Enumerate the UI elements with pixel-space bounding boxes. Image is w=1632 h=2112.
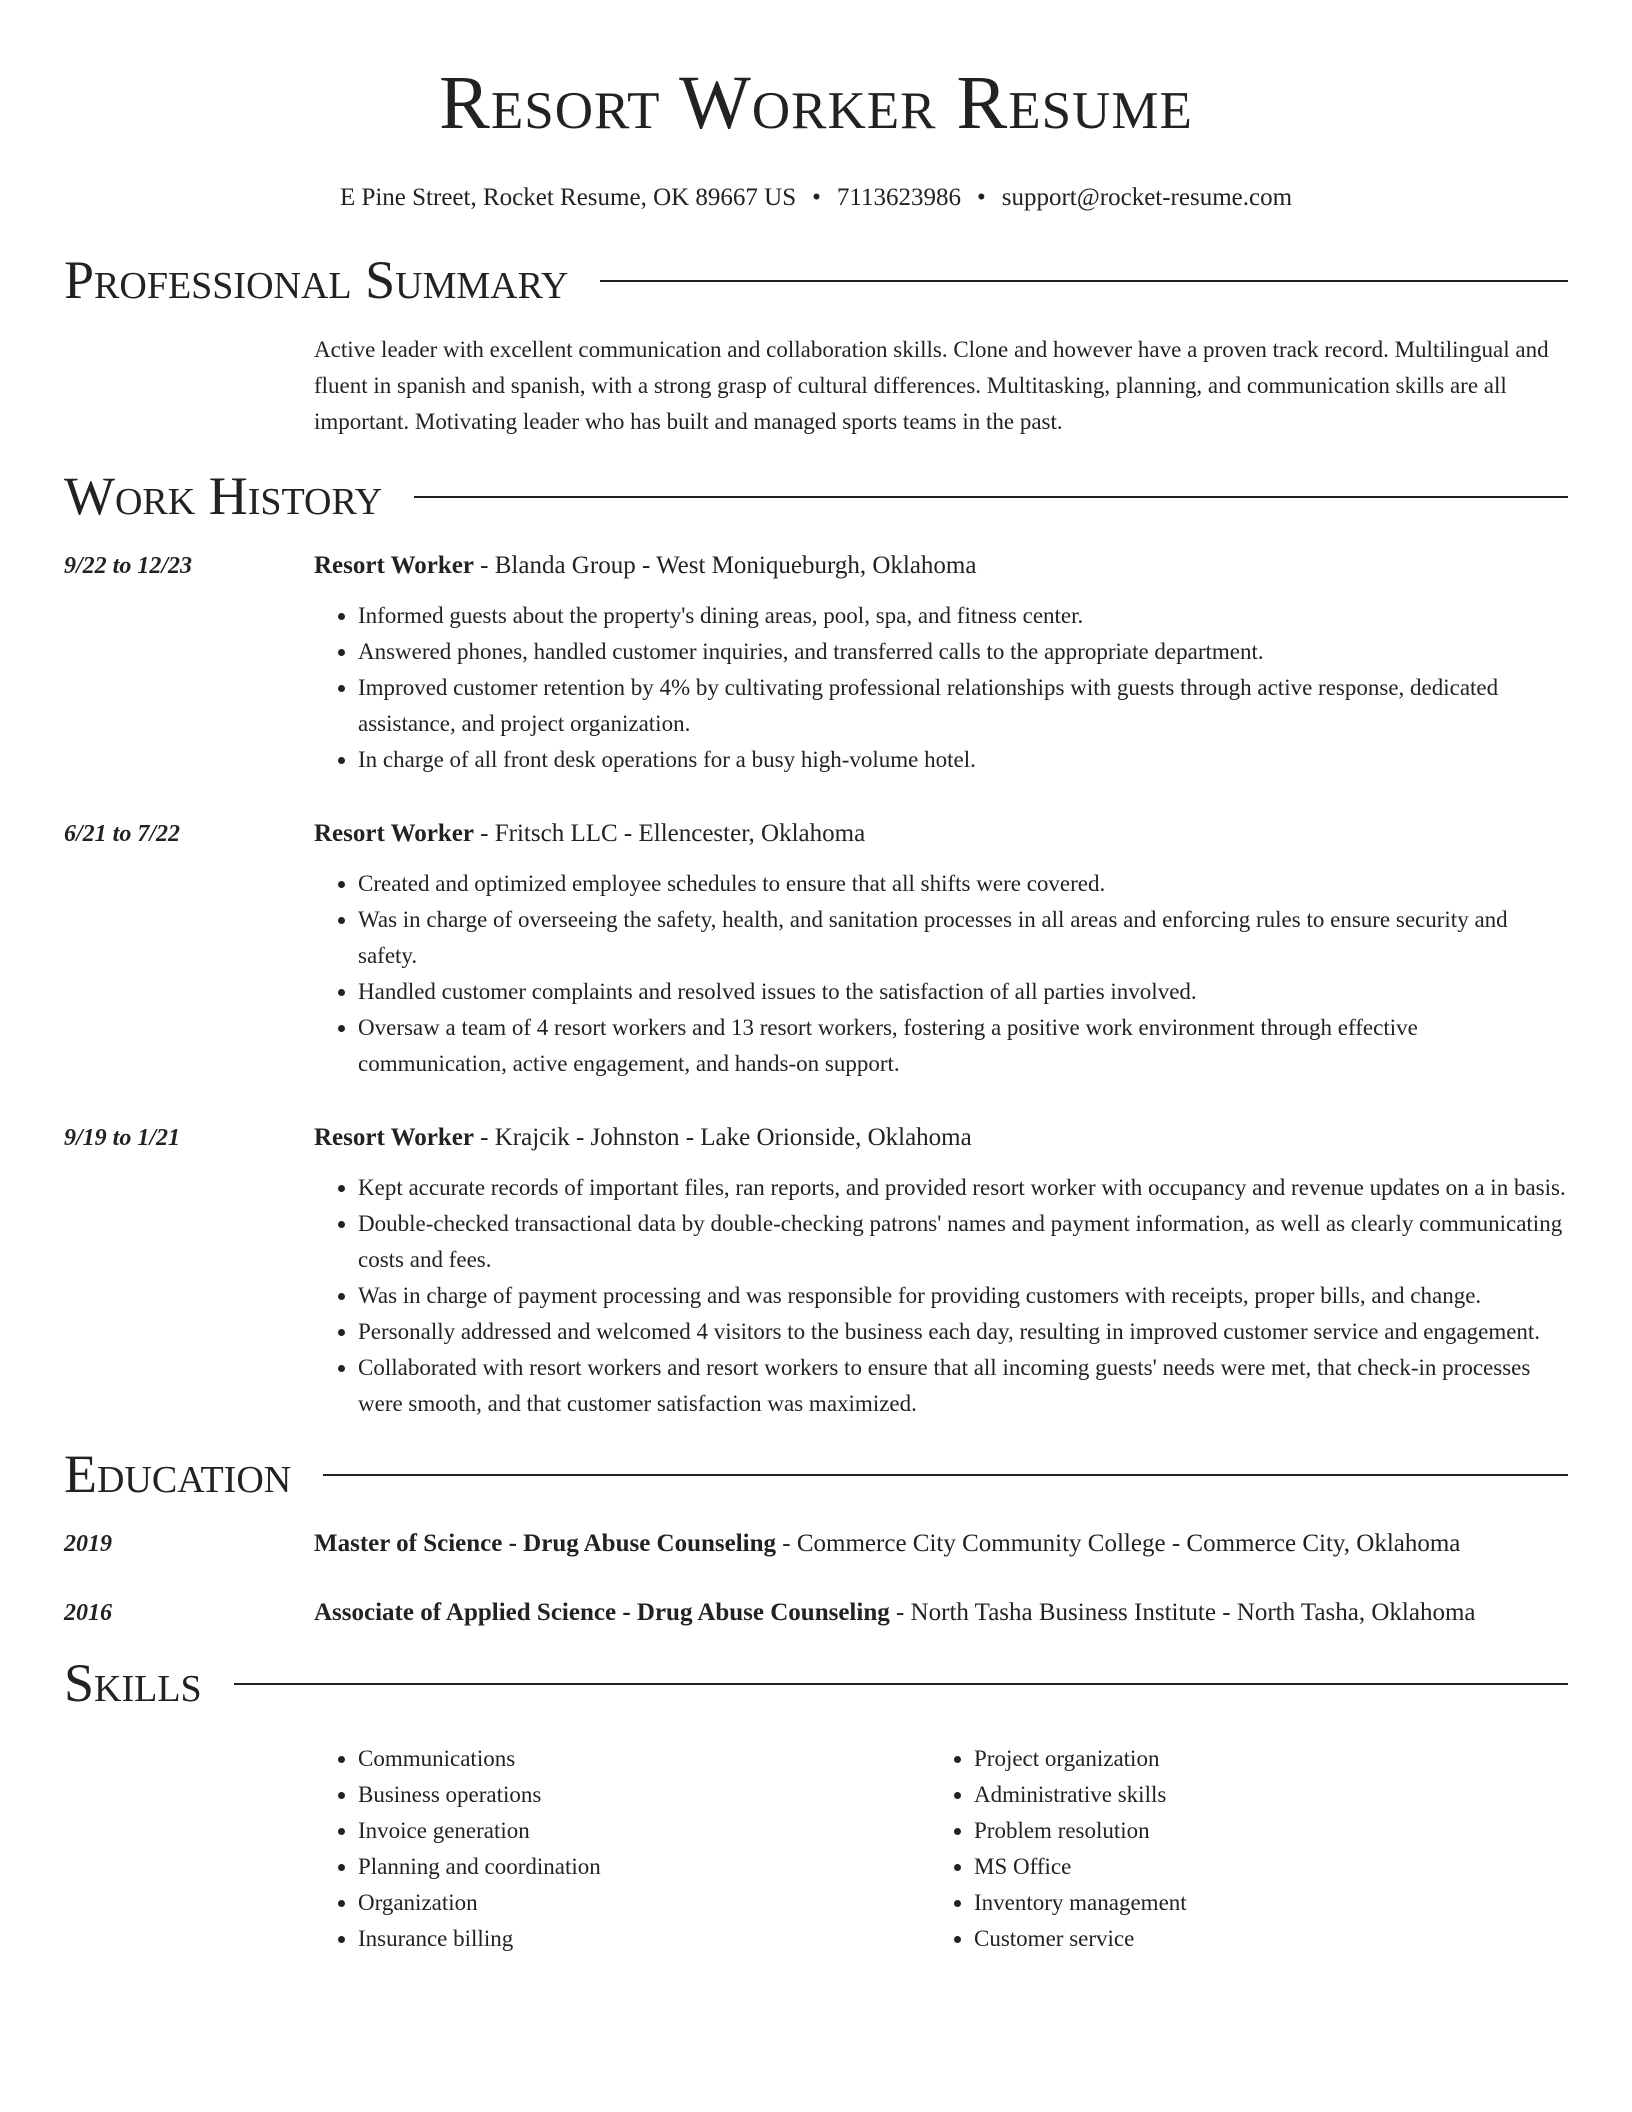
list-item: • Problem resolution bbox=[974, 1813, 1568, 1849]
contact-address: E Pine Street, Rocket Resume, OK 89667 US bbox=[339, 184, 797, 211]
skills-column-right bbox=[930, 1741, 1568, 1957]
list-item: • Project organization bbox=[974, 1741, 1568, 1777]
work-entry bbox=[64, 816, 1568, 1082]
work-date: 9/22 to 12/23 bbox=[64, 553, 193, 579]
list-item: • Customer service bbox=[974, 1921, 1568, 1957]
section-divider bbox=[234, 1683, 1568, 1685]
list-item: • Answered phones, handled customer inquiries, and transferred calls to the appropriate department. bbox=[358, 634, 1568, 670]
education-year: 2016 bbox=[64, 1600, 112, 1626]
education-section-title: Education bbox=[64, 1444, 292, 1504]
list-item: • Collaborated with resort workers and resort workers to ensure that all incoming guests' needs were met, that check-in processes were smooth, and that customer satisfaction was maximized. bbox=[358, 1350, 1568, 1422]
education-section-header bbox=[64, 1444, 1568, 1504]
list-item: • Inventory management bbox=[974, 1885, 1568, 1921]
summary-text: Active leader with excellent communication and collaboration skills. Clone and however have a proven track record. Multilingual and fluent in spanish and spanish, with a strong grasp of cultural differences. Multitasking, planning, and communication skills are all important. Motivating leader who has built and managed sports teams in the past. bbox=[314, 337, 1549, 434]
contact-email: support@rocket-resume.com bbox=[1001, 184, 1293, 211]
list-item: • Planning and coordination bbox=[358, 1849, 930, 1885]
list-item: • Kept accurate records of important files, ran reports, and provided resort worker with occupancy and revenue updates on a in basis. bbox=[358, 1170, 1568, 1206]
section-divider bbox=[323, 1474, 1568, 1476]
work-details: - Fritsch LLC - Ellencester, Oklahoma bbox=[473, 820, 866, 847]
education-entry bbox=[64, 1595, 1568, 1631]
education-degree: Master of Science - Drug Abuse Counseling bbox=[314, 1530, 777, 1557]
list-item: • Improved customer retention by 4% by cultivating professional relationships with guests through active response, dedicated assistance, and project organization. bbox=[358, 670, 1568, 742]
list-item: • Organization bbox=[358, 1885, 930, 1921]
list-item: • Was in charge of payment processing and was responsible for providing customers with receipts, proper bills, and change. bbox=[358, 1278, 1568, 1314]
list-item: • Oversaw a team of 4 resort workers and 13 resort workers, fostering a positive work environment through effective communication, active engagement, and hands-on support. bbox=[358, 1010, 1568, 1082]
education-degree: Associate of Applied Science - Drug Abuse Counseling bbox=[314, 1599, 890, 1626]
work-bullets bbox=[314, 1170, 1568, 1422]
contact-phone: 7113623986 bbox=[836, 184, 961, 211]
skills-section-header bbox=[64, 1653, 1568, 1713]
resume-title: Resort Worker Resume bbox=[439, 61, 1193, 145]
work-headline bbox=[314, 816, 1568, 852]
section-divider bbox=[414, 496, 1568, 498]
list-item: • Personally addressed and welcomed 4 visitors to the business each day, resulting in improved customer service and engagement. bbox=[358, 1314, 1568, 1350]
list-item: • Invoice generation bbox=[358, 1813, 930, 1849]
education-year: 2019 bbox=[64, 1531, 112, 1557]
summary-section-title: Professional Summary bbox=[64, 250, 569, 310]
work-section-title: Work History bbox=[64, 466, 383, 526]
work-role: Resort Worker bbox=[314, 1124, 474, 1151]
contact-separator: • bbox=[812, 184, 821, 211]
list-item: • MS Office bbox=[974, 1849, 1568, 1885]
work-details: - Blanda Group - West Moniqueburgh, Oklahoma bbox=[473, 552, 977, 579]
list-item: • Informed guests about the property's dining areas, pool, spa, and fitness center. bbox=[358, 598, 1568, 634]
skills-section-title: Skills bbox=[64, 1653, 202, 1713]
list-item: • Administrative skills bbox=[974, 1777, 1568, 1813]
list-item: • Double-checked transactional data by double-checking patrons' names and payment information, as well as clearly communicating costs and fees. bbox=[358, 1206, 1568, 1278]
list-item: • Handled customer complaints and resolved issues to the satisfaction of all parties involved. bbox=[358, 974, 1568, 1010]
work-role: Resort Worker bbox=[314, 820, 474, 847]
work-entry bbox=[64, 1120, 1568, 1422]
list-item: • In charge of all front desk operations for a busy high-volume hotel. bbox=[358, 742, 1568, 778]
skills-column-left bbox=[314, 1741, 930, 1957]
work-headline bbox=[314, 1120, 1568, 1156]
skills-list bbox=[314, 1741, 1568, 1957]
work-entry bbox=[64, 548, 1568, 778]
section-divider bbox=[600, 280, 1568, 282]
list-item: • Insurance billing bbox=[358, 1921, 930, 1957]
contact-line bbox=[64, 182, 1568, 214]
summary-section-header bbox=[64, 250, 1568, 310]
work-date: 9/19 to 1/21 bbox=[64, 1125, 181, 1151]
list-item: • Was in charge of overseeing the safety, health, and sanitation processes in all areas and enforcing rules to ensure security and safety. bbox=[358, 902, 1568, 974]
education-entry bbox=[64, 1526, 1568, 1562]
list-item: • Business operations bbox=[358, 1777, 930, 1813]
education-details: - North Tasha Business Institute - North Tasha, Oklahoma bbox=[889, 1599, 1476, 1626]
work-headline bbox=[314, 548, 1568, 584]
work-details: - Krajcik - Johnston - Lake Orionside, Oklahoma bbox=[473, 1124, 972, 1151]
education-headline bbox=[314, 1526, 1568, 1562]
education-headline bbox=[314, 1595, 1568, 1631]
work-bullets bbox=[314, 866, 1568, 1082]
work-bullets bbox=[314, 598, 1568, 778]
list-item: • Created and optimized employee schedules to ensure that all shifts were covered. bbox=[358, 866, 1568, 902]
work-section-header bbox=[64, 466, 1568, 526]
list-item: • Communications bbox=[358, 1741, 930, 1777]
work-date: 6/21 to 7/22 bbox=[64, 821, 181, 847]
contact-separator: • bbox=[976, 184, 986, 211]
education-details: - Commerce City Community College - Commerce City, Oklahoma bbox=[776, 1530, 1461, 1557]
work-role: Resort Worker bbox=[314, 552, 474, 579]
